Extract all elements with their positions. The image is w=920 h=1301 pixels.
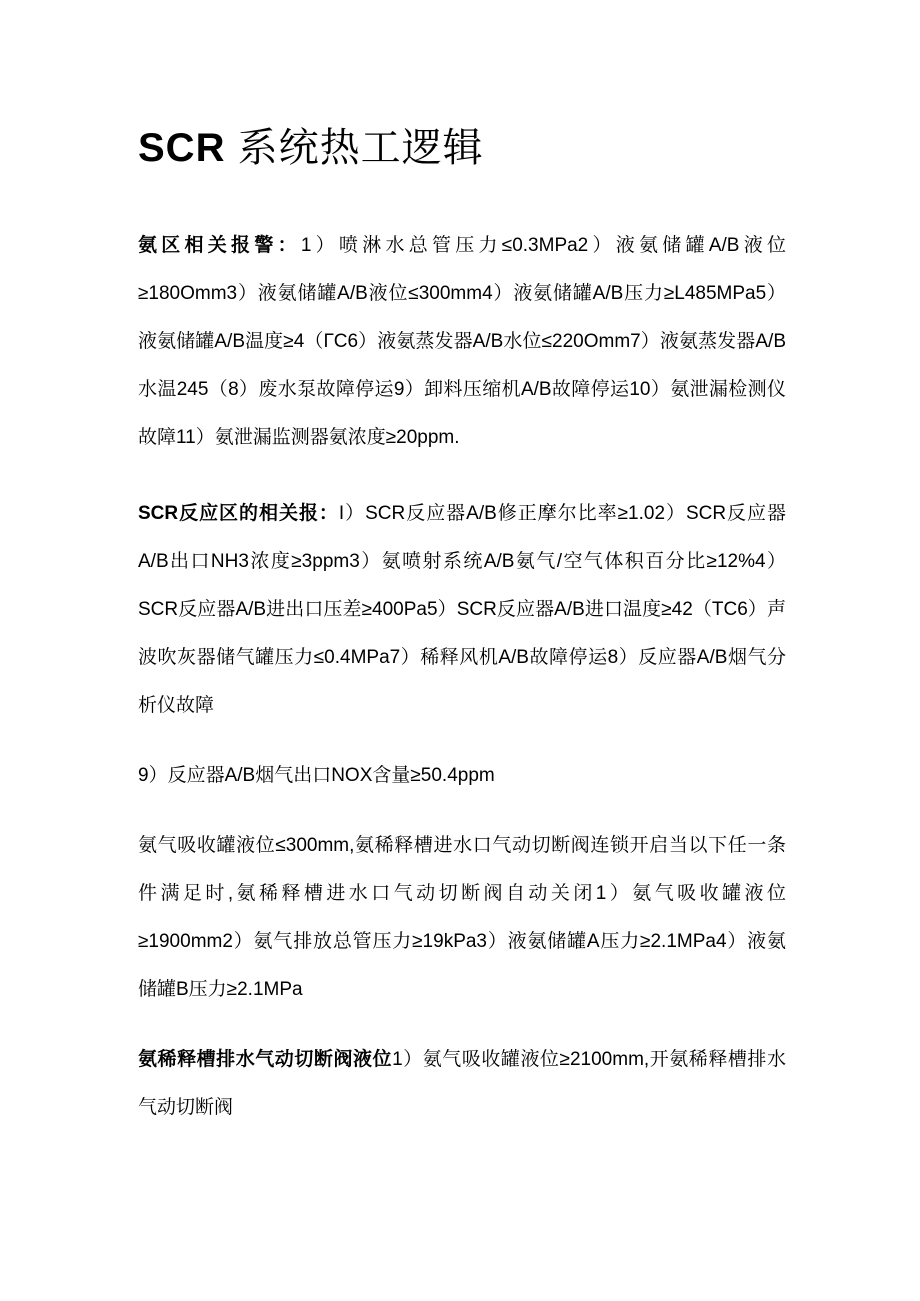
paragraph-heading: SCR反应区的相关报：: [138, 503, 339, 524]
page-title-rest: 系统热工逻辑: [225, 126, 484, 170]
paragraph-heading: 氨区相关报警：: [138, 235, 301, 256]
paragraph-text: 1）喷淋水总管压力≤0.3MPa2）液氨储罐A/B液位≥180Omm3）液氨储罐A/B液位≤300mm4）液氨储罐A/B压力≥L485MPa5）液氨储罐A/B温度≥4（ГC6）液氨蒸发器A/B水位≤220Omm7）液氨蒸发器A/B水温245（8）废水泵故障停运9）卸料压缩机A/B故障停运10）氨泄漏检测仪故障11）氨泄漏监测器氨浓度≥20ppm.: [138, 235, 786, 448]
paragraph-dilution-tank-drain: [138, 1036, 786, 1132]
paragraph-text: 1）氨气吸收罐液位≥2100mm,开氨稀释槽排水气动切断阀: [138, 1049, 786, 1118]
paragraph-scr-reaction-alarms: [138, 490, 786, 730]
paragraph-text: 9）反应器A/B烟气出口NOX含量≥50.4ppm: [138, 765, 495, 786]
paragraph-heading: 氨稀释槽排水气动切断阀液位: [138, 1049, 393, 1070]
page-title-latin: SCR: [138, 126, 226, 170]
paragraph-ammonia-alarms: [138, 222, 786, 462]
document-page: [138, 118, 786, 1160]
paragraph-text: I）SCR反应器A/B修正摩尔比率≥1.02）SCR反应器A/B出口NH3浓度≥3ppm3）氨喷射系统A/B氨气/空气体积百分比≥12%4）SCR反应器A/B进出口压差≥400Pa5）SCR反应器A/B进口温度≥42（TC6）声波吹灰器储气罐压力≤0.4MPa7）稀释风机A/B故障停运8）反应器A/B烟气分析仪故障: [138, 503, 787, 716]
paragraph-dilution-tank-interlock: [138, 822, 786, 1014]
page-title: [138, 118, 786, 178]
paragraph-text: 氨气吸收罐液位≤300mm,氨稀释槽进水口气动切断阀连锁开启当以下任一条件满足时,氨稀释槽进水口气动切断阀自动关闭1）氨气吸收罐液位≥1900mm2）氨气排放总管压力≥19kPa3）液氨储罐A压力≥2.1MPa4）液氨储罐B压力≥2.1MPa: [138, 835, 786, 1000]
paragraph-nox-alarm: [138, 752, 786, 800]
